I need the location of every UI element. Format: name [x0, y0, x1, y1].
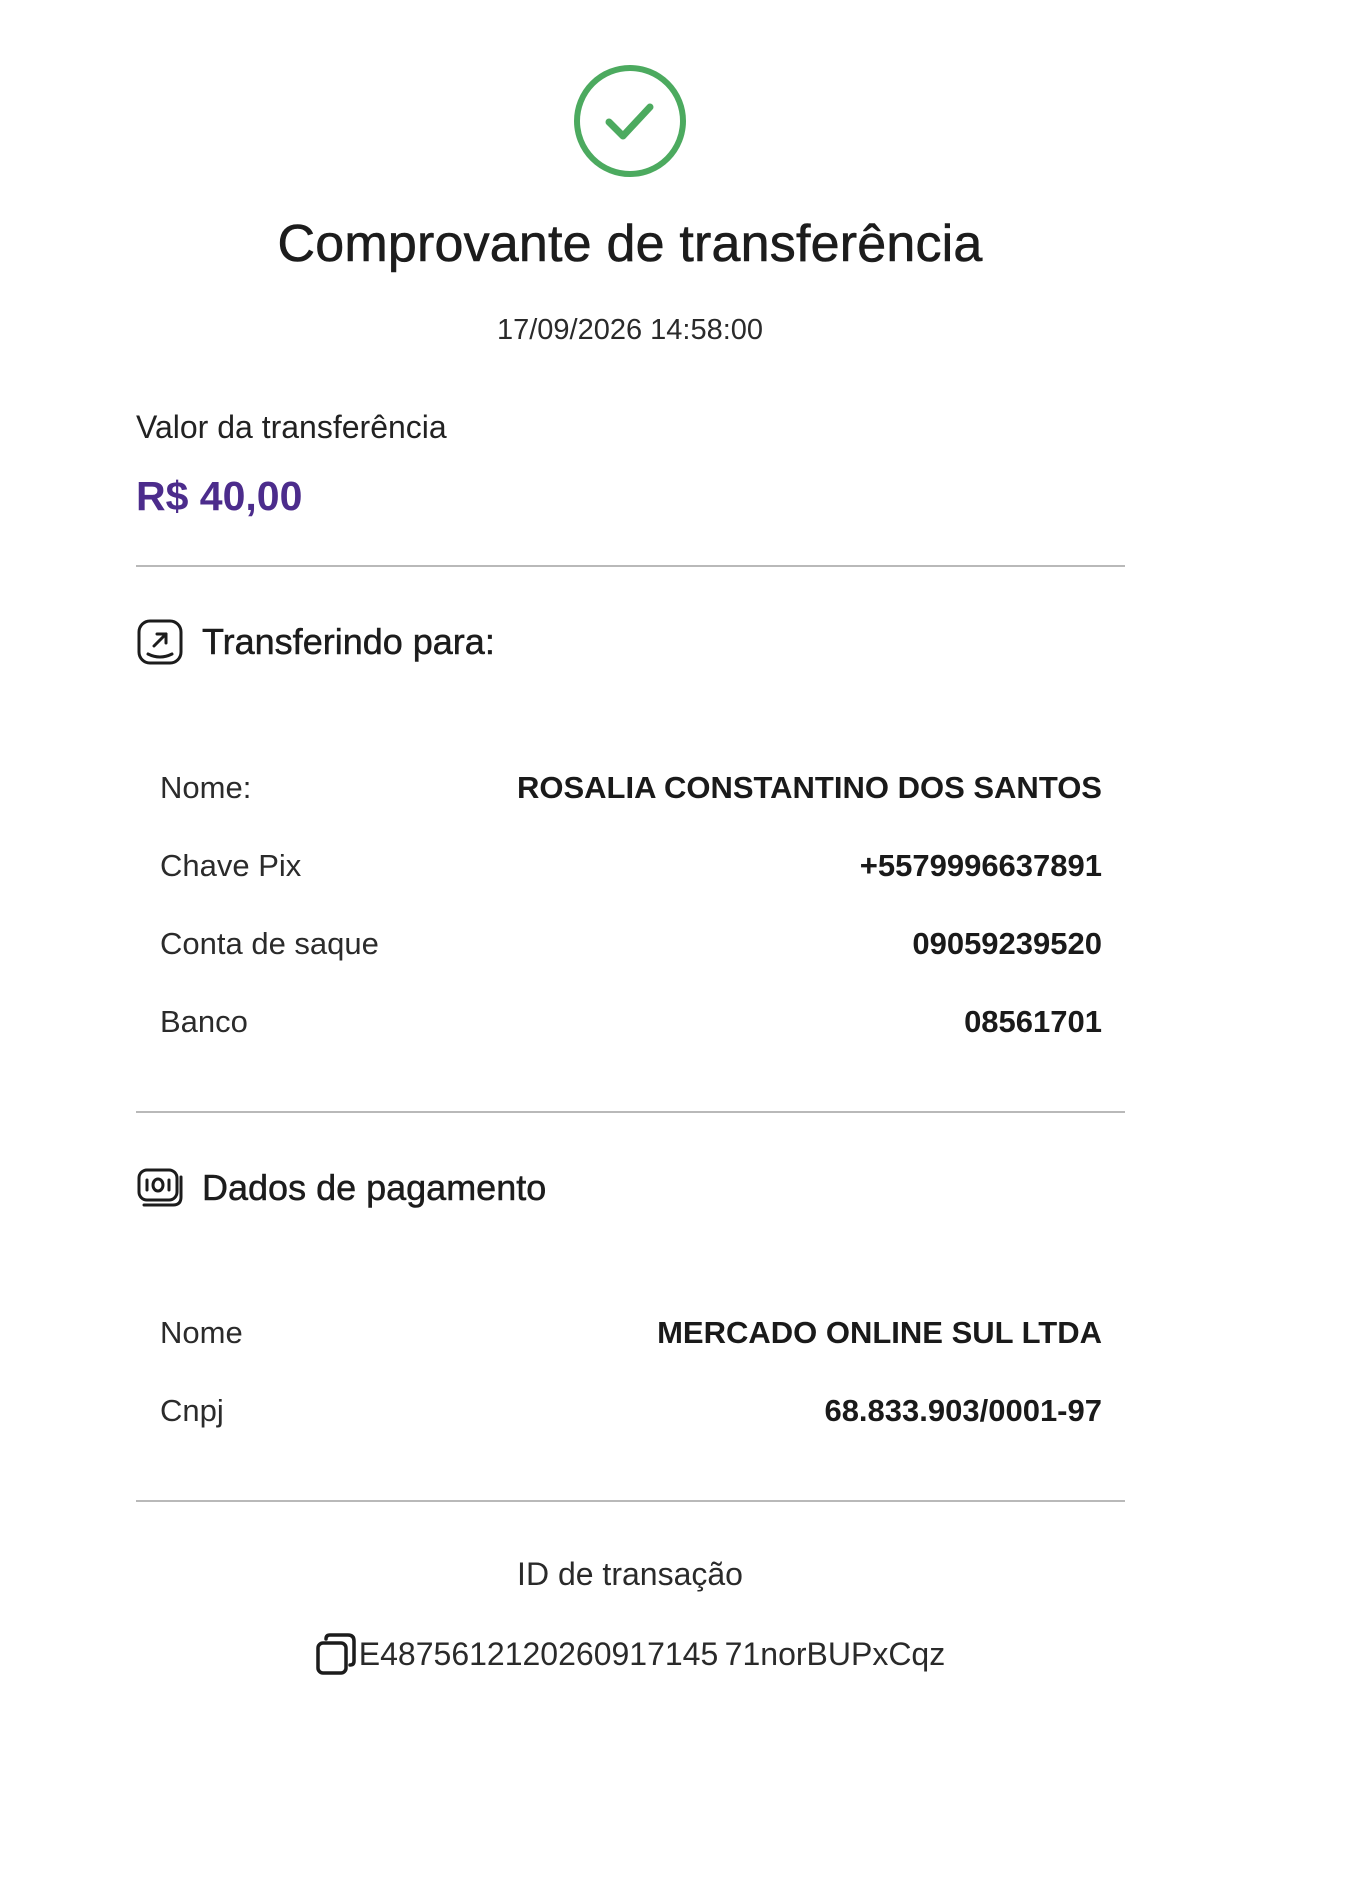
- row-value: 68.833.903/0001-97: [824, 1393, 1102, 1428]
- page-title: Comprovante de transferência: [277, 215, 983, 273]
- payment-row-name: [160, 1311, 1102, 1355]
- payment-section-heading: [136, 1164, 546, 1212]
- row-label: Cnpj: [160, 1393, 224, 1428]
- check-circle-icon: [572, 63, 688, 179]
- transaction-id-value[interactable]: E4875612120260917145 71norBUPxCqz: [358, 1635, 946, 1672]
- row-value: 08561701: [964, 1004, 1102, 1039]
- row-label: Chave Pix: [160, 848, 302, 883]
- payment-row-cnpj: [160, 1389, 1102, 1433]
- row-value: 09059239520: [912, 926, 1102, 961]
- row-label: Banco: [160, 1004, 248, 1039]
- transfer-out-icon: [136, 618, 184, 666]
- transfer-datetime: 17/09/2026 14:58:00: [496, 314, 764, 346]
- copy-icon[interactable]: [315, 1632, 357, 1676]
- recipient-row-account: [160, 922, 1102, 966]
- money-bills-icon: [136, 1164, 184, 1212]
- payment-heading-label: Dados de pagamento: [202, 1167, 547, 1208]
- transaction-id-row: [0, 1632, 1260, 1676]
- row-label: Nome: [160, 1315, 243, 1350]
- row-label: Conta de saque: [160, 926, 379, 961]
- row-label: Nome:: [160, 770, 252, 805]
- row-value: +5579996637891: [859, 848, 1102, 883]
- divider: [136, 1500, 1125, 1502]
- row-value: MERCADO ONLINE SUL LTDA: [657, 1315, 1102, 1350]
- divider: [136, 565, 1125, 567]
- recipient-row-bank: [160, 1000, 1102, 1044]
- transaction-id-label: ID de transação: [517, 1556, 743, 1592]
- amount-value: R$ 40,00: [136, 473, 303, 519]
- recipient-row-pix-key: [160, 844, 1102, 888]
- divider: [136, 1111, 1125, 1113]
- amount-label: Valor da transferência: [136, 409, 447, 445]
- recipient-section-heading: [136, 618, 495, 666]
- recipient-row-name: [160, 766, 1102, 810]
- row-value: ROSALIA CONSTANTINO DOS SANTOS: [516, 770, 1102, 805]
- recipient-heading-label: Transferindo para:: [202, 621, 495, 662]
